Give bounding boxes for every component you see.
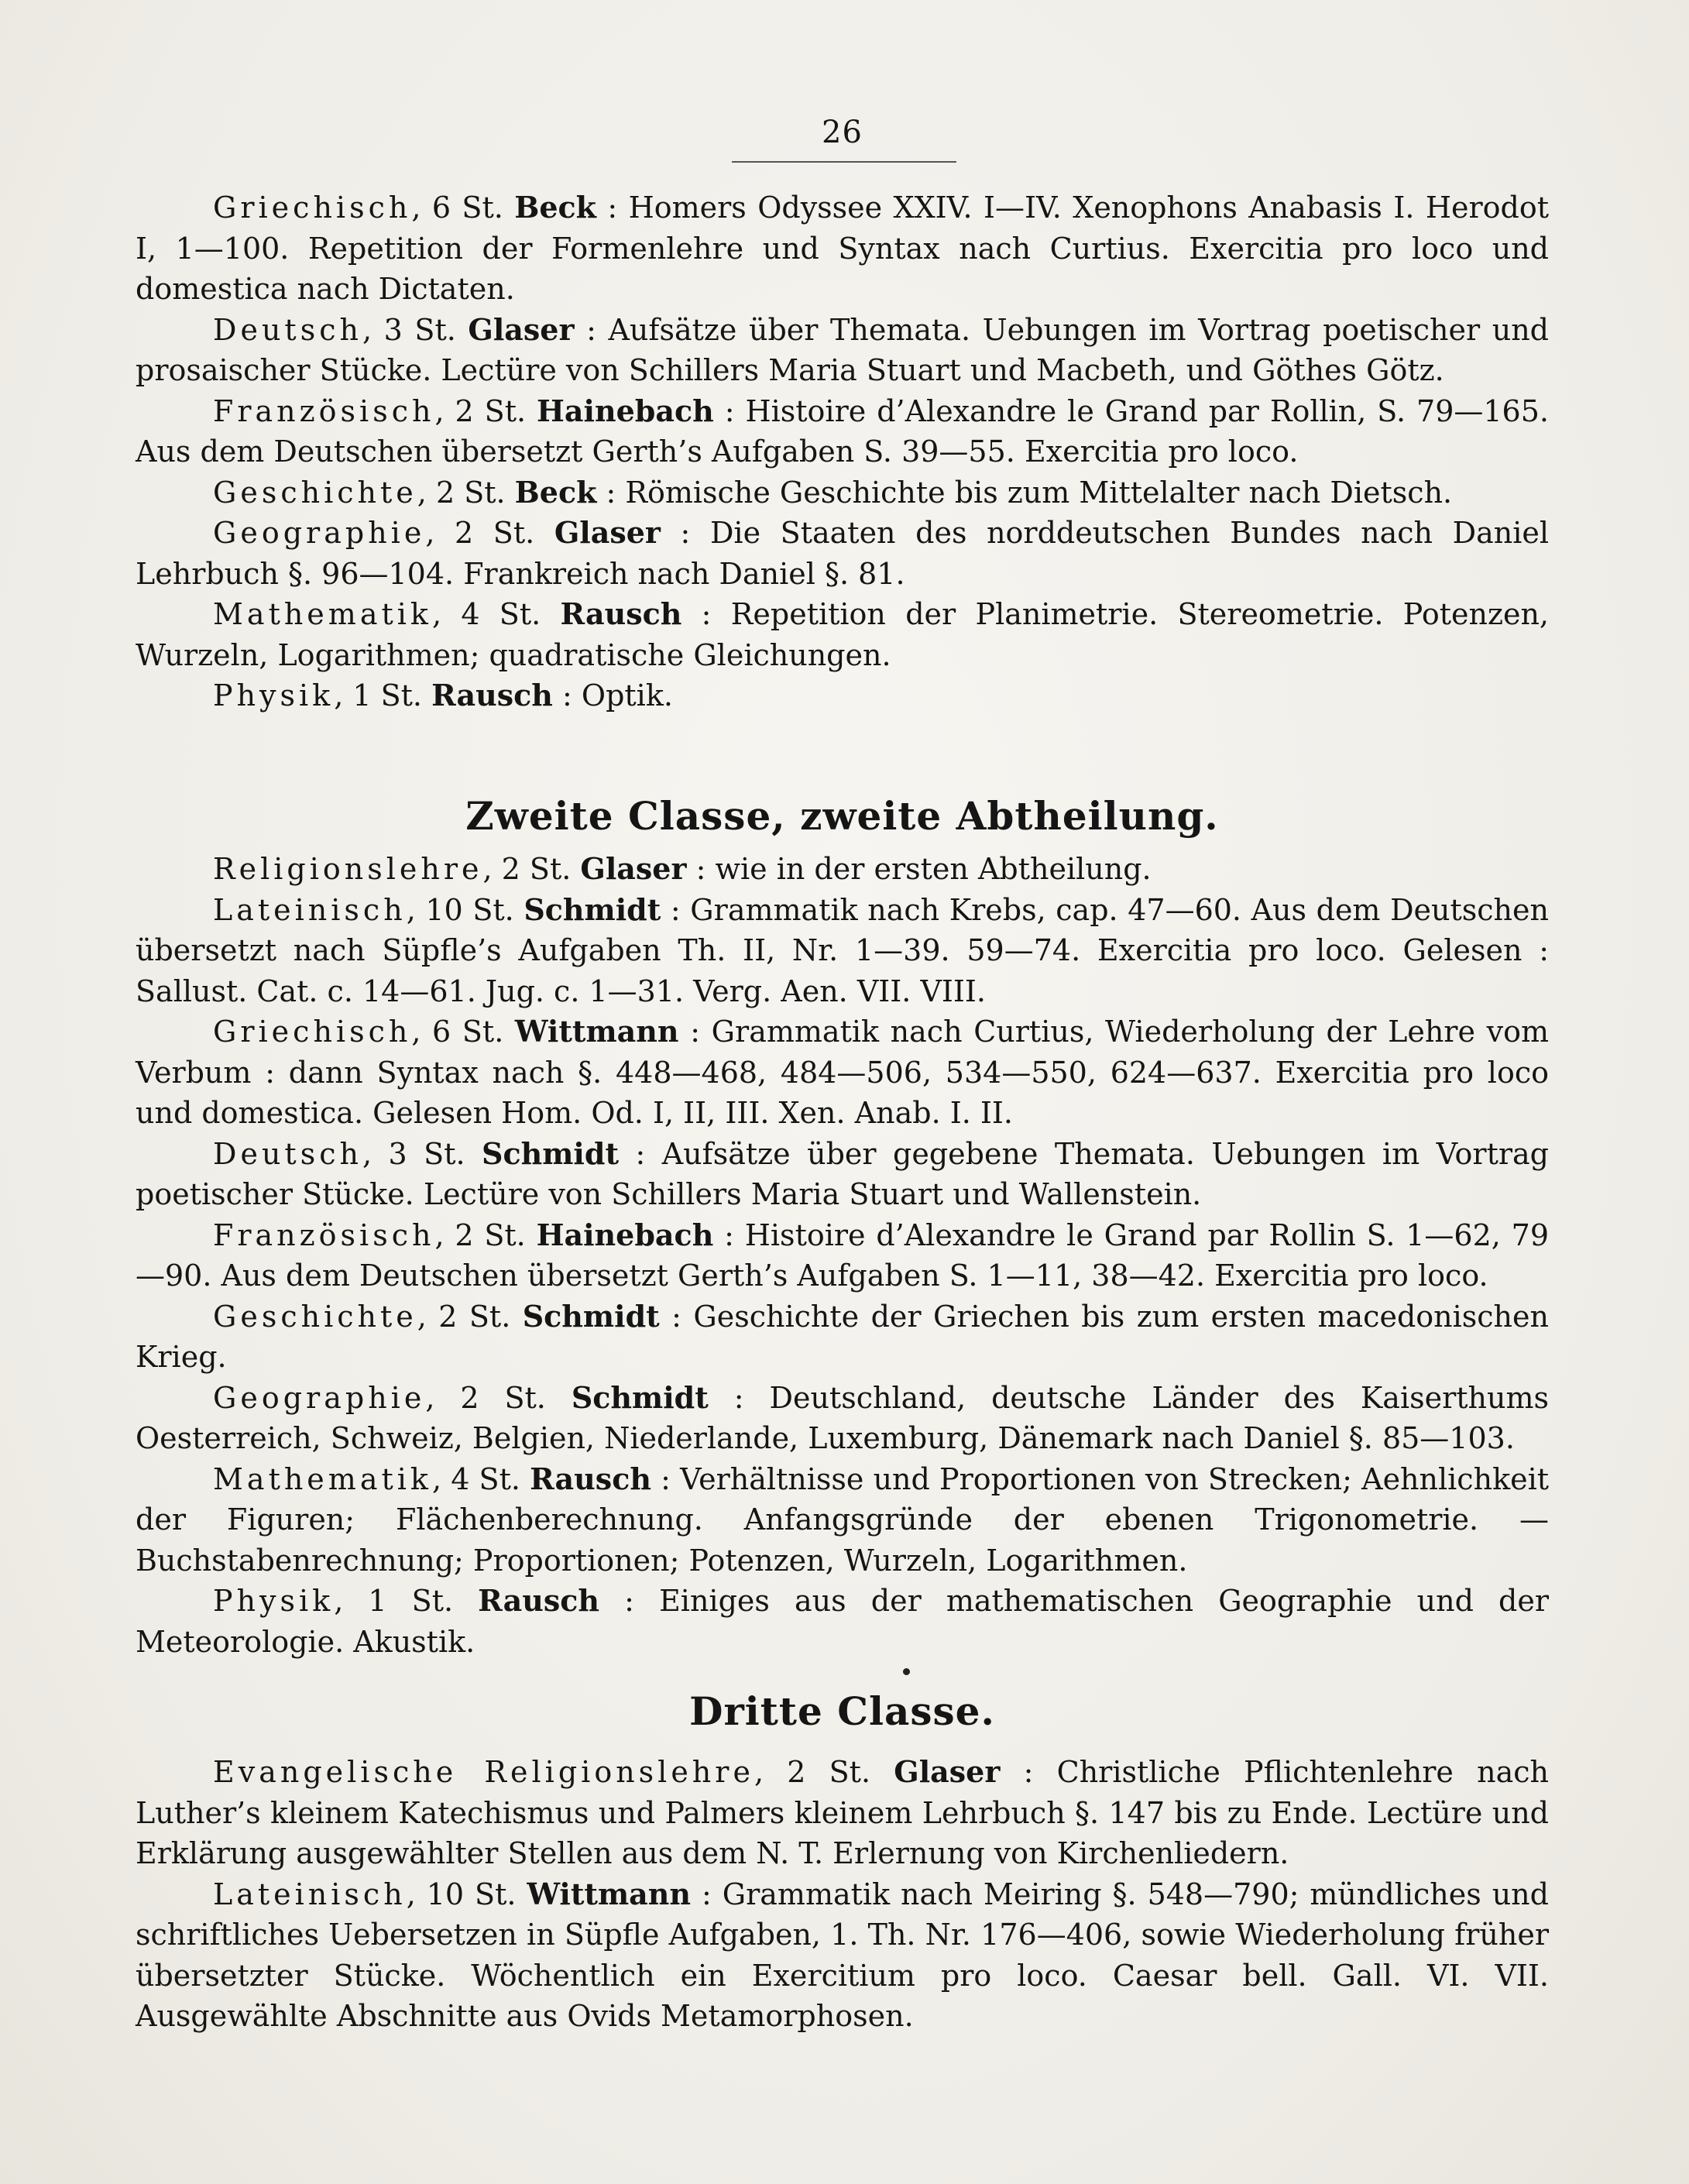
course-entry: [136, 1011, 1549, 1134]
course-subject: Französisch: [213, 393, 435, 428]
course-teacher: Rausch: [530, 1461, 651, 1496]
separator-dot: [903, 1668, 910, 1675]
course-subject: Lateinisch: [213, 892, 407, 927]
heading-second-class-second-division-wrap: [136, 793, 1549, 839]
course-hours: , 2 St.: [417, 475, 515, 510]
course-subject: Physik: [213, 1584, 335, 1618]
course-hours: , 4 St.: [431, 1461, 530, 1496]
course-description: : Einiges aus der mathematischen Geographie und der Meteorologie. Akustik.: [136, 1584, 1549, 1659]
course-teacher: Schmidt: [482, 1135, 619, 1171]
course-teacher: Schmidt: [524, 891, 661, 927]
course-hours: , 1 St.: [334, 1584, 479, 1618]
course-entry: [136, 849, 1549, 890]
course-entry: [136, 1752, 1549, 1874]
course-description: : Histoire d’Alexandre le Grand par Rollin S. 1—62, 79—90. Aus dem Deutschen übersetzt Gerth’s Aufgaben S. 1—11, 38—42. Exercitia pro loco.: [136, 1217, 1550, 1293]
course-hours: , 2 St.: [434, 1217, 537, 1252]
section-third-class: [136, 1752, 1549, 2037]
course-teacher: Beck: [514, 190, 596, 225]
course-subject: Griechisch: [213, 1015, 412, 1049]
course-description: : Optik.: [552, 678, 673, 713]
course-subject: Französisch: [213, 1217, 435, 1252]
course-subject: Deutsch: [213, 1136, 362, 1171]
section-second-class-first-division: [136, 187, 1549, 716]
heading-third-class: Dritte Classe.: [689, 1688, 995, 1734]
course-description: : wie in der ersten Abtheilung.: [686, 852, 1152, 886]
course-entry: [136, 1581, 1549, 1662]
course-subject: Deutsch: [213, 312, 362, 347]
course-hours: , 3 St.: [362, 312, 469, 347]
course-teacher: Glaser: [580, 851, 687, 886]
course-subject: Religionslehre: [213, 852, 483, 886]
course-hours: , 2 St.: [425, 516, 554, 550]
course-teacher: Schmidt: [571, 1379, 709, 1415]
course-description: : Römische Geschichte bis zum Mittelalter nach Dietsch.: [596, 475, 1453, 510]
course-hours: , 3 St.: [362, 1136, 482, 1171]
course-teacher: Wittmann: [514, 1014, 679, 1049]
course-hours: , 6 St.: [411, 191, 515, 225]
section-second-class-second-division: [136, 849, 1549, 1662]
course-subject: Mathematik: [213, 597, 432, 631]
course-description: : Deutschland, deutsche Länder des Kaiserthums Oesterreich, Schweiz, Belgien, Niederlande, Luxemburg, Dänemark nach Daniel §. 85—103.: [136, 1380, 1550, 1455]
course-entry: [136, 391, 1549, 472]
course-entry: [136, 1874, 1549, 2037]
course-description: : Geschichte der Griechen bis zum ersten macedonischen Krieg.: [136, 1299, 1549, 1374]
course-description: : Grammatik nach Curtius, Wiederholung der Lehre vom Verbum : dann Syntax nach §. 448—468, 484—506, 534—550, 624—637. Exercitia pro loco und domestica. Gelesen Hom. Od. I, II, III. Xen. Anab. I. II.: [136, 1015, 1549, 1130]
course-description: : Die Staaten des norddeutschen Bundes nach Daniel Lehrbuch §. 96—104. Frankreich nach Daniel §. 81.: [136, 516, 1550, 591]
course-teacher: Glaser: [894, 1754, 1001, 1789]
course-hours: , 2 St.: [425, 1380, 572, 1415]
course-hours: , 4 St.: [431, 597, 561, 631]
heading-third-class-wrap: [136, 1688, 1549, 1734]
course-hours: , 10 St.: [406, 1877, 527, 1911]
course-teacher: Rausch: [431, 678, 553, 713]
course-subject: Geschichte: [213, 475, 417, 510]
course-hours: , 2 St.: [417, 1299, 523, 1334]
course-entry: [136, 1459, 1549, 1581]
course-teacher: Glaser: [468, 311, 575, 347]
course-description: : Christliche Pflichtenlehre nach Luther’s kleinem Katechismus und Palmers kleinem Lehrbuch §. 147 bis zu Ende. Lectüre und Erklärung ausgewählter Stellen aus dem N. T. Erlernung von Kirchenliedern.: [136, 1755, 1549, 1870]
course-entry: [136, 1296, 1549, 1378]
course-subject: Physik: [213, 678, 335, 713]
course-teacher: Hainebach: [537, 393, 714, 428]
course-hours: , 10 St.: [406, 892, 524, 927]
course-hours: , 6 St.: [411, 1015, 515, 1049]
course-subject: Mathematik: [213, 1461, 432, 1496]
course-subject: Geschichte: [213, 1299, 417, 1334]
course-teacher: Wittmann: [527, 1876, 692, 1911]
course-teacher: Rausch: [560, 596, 682, 631]
course-teacher: Schmidt: [522, 1298, 660, 1334]
header-rule: [732, 161, 956, 163]
course-hours: , 2 St.: [482, 852, 581, 886]
course-entry: [136, 594, 1549, 675]
course-subject: Lateinisch: [213, 1877, 407, 1911]
course-subject: Griechisch: [213, 191, 412, 225]
course-description: : Aufsätze über Themata. Uebungen im Vortrag poetischer und prosaischer Stücke. Lectüre von Schillers Maria Stuart und Macbeth, und Göthes Götz.: [136, 312, 1549, 387]
course-description: : Verhältnisse und Proportionen von Strecken; Aehnlichkeit der Figuren; Flächenberechnung. Anfangsgründe der ebenen Trigonometrie. — Buchstabenrechnung; Proportionen; Potenzen, Wurzeln, Logarithmen.: [136, 1461, 1550, 1578]
course-teacher: Hainebach: [536, 1217, 714, 1252]
course-entry: [136, 310, 1549, 391]
course-subject: Evangelische Religionslehre: [213, 1755, 754, 1789]
course-description: : Grammatik nach Krebs, cap. 47—60. Aus dem Deutschen übersetzt nach Süpfle’s Aufgaben Th. II, Nr. 1—39. 59—74. Exercitia pro loco. Gelesen : Sallust. Cat. c. 14—61. Jug. c. 1—31. Verg. Aen. VII. VIII.: [136, 892, 1549, 1008]
course-description: : Homers Odyssee XXIV. I—IV. Xenophons Anabasis I. Herodot I, 1—100. Repetition der Formenlehre und Syntax nach Curtius. Exercitia pro loco und domestica nach Dictaten.: [136, 191, 1549, 306]
course-entry: [136, 187, 1549, 310]
course-description: : Repetition der Planimetrie. Stereometrie. Potenzen, Wurzeln, Logarithmen; quadratische Gleichungen.: [136, 597, 1549, 672]
course-entry: [136, 675, 1549, 716]
course-subject: Geographie: [213, 516, 426, 550]
course-hours: , 1 St.: [334, 678, 432, 713]
course-teacher: Glaser: [554, 515, 661, 550]
course-description: : Aufsätze über gegebene Themata. Uebungen im Vortrag poetischer Stücke. Lectüre von Schillers Maria Stuart und Wallenstein.: [136, 1136, 1549, 1211]
course-entry: [136, 1378, 1549, 1459]
course-teacher: Rausch: [478, 1583, 600, 1618]
course-entry: [136, 472, 1549, 513]
page-number: 26: [822, 115, 863, 150]
heading-second-class-second-division: Zweite Classe, zweite Abtheilung.: [465, 793, 1219, 839]
course-description: : Histoire d’Alexandre le Grand par Rollin, S. 79—165. Aus dem Deutschen übersetzt Gerth’s Aufgaben S. 39—55. Exercitia pro loco.: [136, 393, 1549, 469]
course-entry: [136, 513, 1549, 594]
course-subject: Geographie: [213, 1380, 426, 1415]
course-hours: , 2 St.: [434, 393, 537, 428]
course-teacher: Beck: [514, 474, 597, 510]
course-description: : Grammatik nach Meiring §. 548—790; mündliches und schriftliches Uebersetzen in Süpfle Aufgaben, 1. Th. Nr. 176—406, sowie Wiederholung früher übersetzter Stücke. Wöchentlich ein Exercitium pro loco. Caesar bell. Gall. VI. VII. Ausgewählte Abschnitte aus Ovids Metamorphosen.: [136, 1877, 1549, 2033]
course-entry: [136, 1134, 1549, 1215]
course-hours: , 2 St.: [754, 1755, 894, 1789]
course-entry: [136, 1215, 1549, 1296]
course-entry: [136, 890, 1549, 1012]
